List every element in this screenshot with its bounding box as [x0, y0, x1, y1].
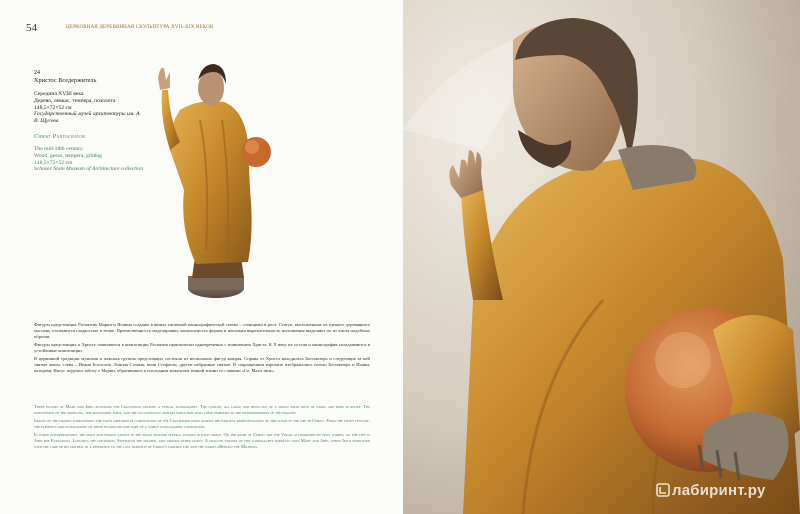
statue-full-image: [140, 50, 280, 310]
watermark-text: лабиринт.ру: [672, 482, 766, 499]
body-text-ru: [34, 322, 370, 376]
paragraph: These figures of Mary and John attending the Crucifixion feature a typical iconography. The statues, all large and hewn out of a single solid piece of wood, are done in relief. The pointedness of the modeling, the monolithic form, and the occasionally artless execution lend these emphasis to the determinedness of the imagery.: [34, 404, 370, 416]
meta-line: The mid-18th century: [34, 145, 83, 152]
catalog-meta-en: [34, 146, 144, 173]
running-head: ЦЕРКОВНАЯ ДЕРЕВЯННАЯ СКУЛЬПТУРА XVII–XIX ВЕКОВ: [66, 25, 214, 30]
paragraph: Images of the figures surrounding the cross appeared in compositions of the Crucifixion from almost the earliest representations of this scene in the life of Christ. From the tenth century, the elements and iconography of these figures became part of a stable iconographic composition.: [34, 417, 370, 430]
museum-ru: Государственный музей архитектуры им. А. В. Щусева: [34, 111, 141, 125]
meta-line: Середина XVIII века: [34, 91, 84, 97]
catalog-title-ru: Христос Вседержитель: [34, 77, 97, 84]
labirint-logo-icon: [656, 483, 670, 497]
catalog-number: 24: [34, 70, 40, 76]
page-number: 54: [26, 22, 37, 34]
statue-closeup-photo: [403, 0, 800, 514]
body-text-en: [34, 404, 370, 452]
paragraph: Фигуры предстоящих к Христу появляются в композиции Распятия практически одновременно с появлением Христа. К X веку их состав и иконография складываются в устойчивые композиции.: [34, 342, 370, 354]
right-page: [403, 0, 800, 514]
paragraph: В церковной традиции мужская и женская группы предстоящих состояли из нескольких фигур каждая. Справа от Христа находилась Богоматерь и следующие за ней святые жены, слева – Иоанн Богослов, Лонгин Сотник, воин Стефатон, другие избранные святые. В сокращенном варианте изображались только Богоматерь и Иоанн, которому Иисус поручил заботу о Марии, обратившись к последним моментам земной жизни со словами «Се, Мати твоя».: [34, 356, 370, 374]
meta-line: Wood, gesso, tempera, gilding: [34, 152, 102, 159]
meta-line: 148,5×72×52 cm: [34, 159, 73, 166]
catalog-title-en: Christ Pantocrator: [34, 132, 86, 140]
catalog-entry-en: [34, 133, 144, 173]
paragraph: In wider interpretations, the male and female groups in the image feature several figures in each group. On the right of Christ are the Virgin accompanied by holy women, on the left is John the Evangelist, Longinus the centurion, Stephaton the soldier, and various other saints. A smaller version of this iconography portrays only Mary and John, whom Jesus entrusted with the care of his mother, in a reference to the last moments of Christ's earthly life and the words «Behold thy Mother».: [34, 431, 370, 450]
meta-line: Дерево, левкас, темпера, позолота: [34, 97, 116, 104]
catalog-entry: [34, 70, 144, 173]
paragraph: Фигуры предстоящих Распятию Марии и Иоанна созданы в явных типичной иконографической схемы – стоящими в рост. Статуи, выполненные из единого деревянного массива, отличаются гладкостью в лепке. Преемственность моделировки, монолитность формы и неполная выразительность исполнения выделяют их из числа подобных образов.: [34, 322, 370, 340]
watermark: [656, 482, 766, 499]
museum-en: Schusev State Museum of Architecture collection: [34, 166, 143, 173]
catalog-meta-ru: [34, 91, 144, 125]
meta-line: 148,5×72×52 см: [34, 104, 72, 111]
